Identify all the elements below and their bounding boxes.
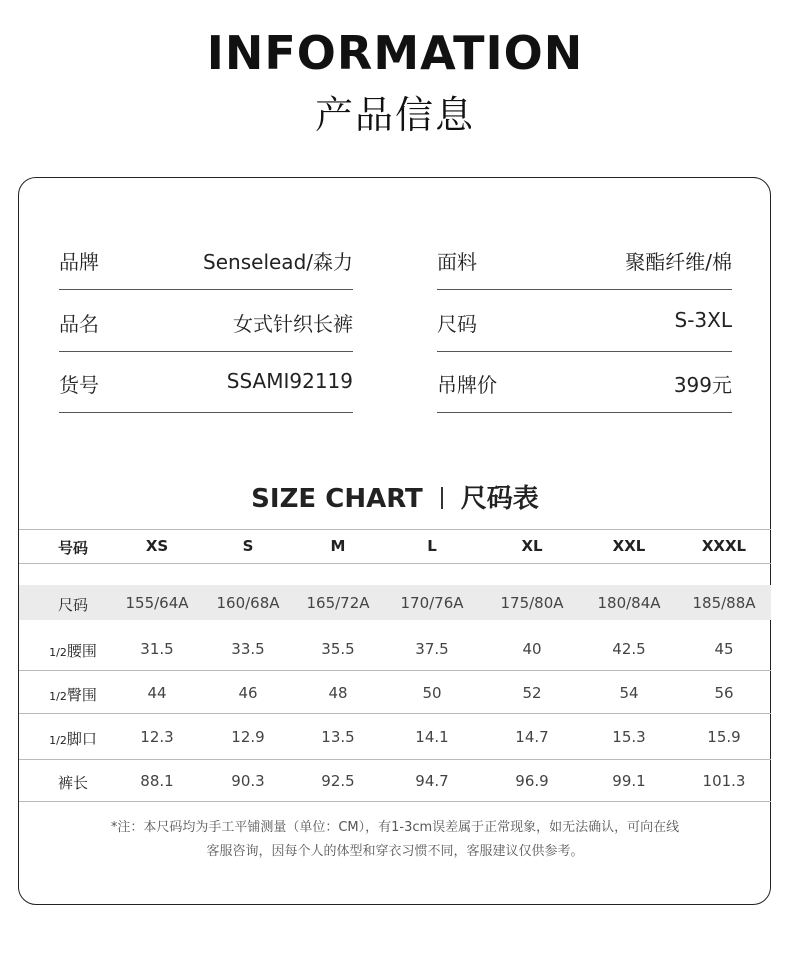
info-row-tag-price [437, 351, 732, 413]
table-divider [19, 713, 771, 714]
info-key: 面料 [437, 250, 477, 274]
table-cell: 165/72A [306, 594, 370, 612]
table-cell: 44 [147, 684, 167, 702]
row-label-prefix: 1/2 [49, 646, 67, 659]
table-cell: 99.1 [612, 772, 646, 790]
info-value: 399元 [673, 373, 732, 397]
table-cell: 33.5 [231, 640, 265, 658]
table-cell: 46 [238, 684, 258, 702]
table-cell: 14.7 [515, 728, 549, 746]
info-row-fabric [437, 228, 732, 290]
table-cell: 31.5 [140, 640, 174, 658]
table-cell: 96.9 [515, 772, 549, 790]
table-cell: 37.5 [415, 640, 449, 658]
row-label-prefix: 1/2 [49, 690, 67, 703]
table-divider [19, 670, 771, 671]
page-title-en: INFORMATION [206, 26, 584, 80]
table-cell: 45 [714, 640, 734, 658]
header-size: M [330, 537, 346, 555]
header-size: XXL [612, 537, 646, 555]
table-divider [19, 801, 771, 802]
table-cell: 155/64A [125, 594, 189, 612]
header-size: L [427, 537, 437, 555]
table-cell: 90.3 [231, 772, 265, 790]
table-cell: 12.3 [140, 728, 174, 746]
info-value: 女式针织长裤 [233, 312, 353, 336]
header-label: 号码 [57, 539, 89, 557]
table-cell: 35.5 [321, 640, 355, 658]
row-label [58, 594, 88, 615]
table-cell: 94.7 [415, 772, 449, 790]
table-cell: 54 [619, 684, 639, 702]
header-size: XS [145, 537, 169, 555]
info-key: 吊牌价 [437, 373, 497, 397]
row-label-prefix: 1/2 [49, 734, 67, 747]
table-cell: 185/88A [692, 594, 756, 612]
table-cell: 50 [422, 684, 442, 702]
table-cell: 175/80A [500, 594, 564, 612]
info-row-item-number [59, 351, 353, 413]
table-cell: 12.9 [231, 728, 265, 746]
table-cell: 15.9 [707, 728, 741, 746]
info-key: 货号 [59, 373, 99, 397]
note-line-1: *注：本尺码均为手工平铺测量（单位：CM），有1-3cm误差属于正常现象，如无法确认，可向在线 [110, 820, 680, 835]
table-cell: 160/68A [216, 594, 280, 612]
header-size: XXXL [701, 537, 747, 555]
table-cell: 40 [522, 640, 542, 658]
table-divider [19, 759, 771, 760]
info-value: S-3XL [674, 308, 732, 332]
header-size: XL [521, 537, 543, 555]
row-label-text: 脚口 [66, 730, 97, 748]
note-line-2: 客服咨询，因每个人的体型和穿衣习惯不同，客服建议仅供参考。 [206, 844, 584, 859]
row-label [49, 640, 97, 661]
info-value: Senselead/森力 [203, 250, 353, 274]
row-label-text: 尺码 [57, 596, 89, 614]
info-row-product-name [59, 290, 353, 352]
table-cell: 88.1 [140, 772, 174, 790]
table-cell: 52 [522, 684, 542, 702]
info-value: 聚酯纤维/棉 [625, 250, 732, 274]
info-row-size [437, 290, 732, 352]
table-cell: 180/84A [597, 594, 661, 612]
table-cell: 48 [328, 684, 348, 702]
row-label [49, 728, 97, 749]
row-label-text: 臀围 [66, 686, 97, 704]
row-label-text: 腰围 [66, 642, 97, 660]
row-label [49, 684, 97, 705]
table-cell: 170/76A [400, 594, 464, 612]
header-size: S [242, 537, 254, 555]
info-value: SSAMI92119 [226, 369, 353, 393]
info-key: 品名 [59, 312, 99, 336]
size-chart-title-cn: 尺码表 [460, 484, 539, 514]
row-label-text: 裤长 [57, 774, 89, 792]
table-cell: 14.1 [415, 728, 449, 746]
size-chart-title [0, 478, 790, 515]
table-cell: 56 [714, 684, 734, 702]
table-cell: 13.5 [321, 728, 355, 746]
table-cell: 101.3 [702, 772, 746, 790]
info-row-brand [59, 228, 353, 290]
title-separator [441, 487, 443, 509]
table-cell: 15.3 [612, 728, 646, 746]
page-title-cn: 产品信息 [314, 93, 475, 137]
info-key: 尺码 [437, 312, 477, 336]
info-key: 品牌 [59, 250, 99, 274]
table-divider [19, 563, 771, 564]
row-label [58, 772, 88, 793]
size-chart-title-en: SIZE CHART [251, 484, 423, 514]
table-cell: 92.5 [321, 772, 355, 790]
table-divider [19, 529, 771, 530]
table-cell: 42.5 [612, 640, 646, 658]
